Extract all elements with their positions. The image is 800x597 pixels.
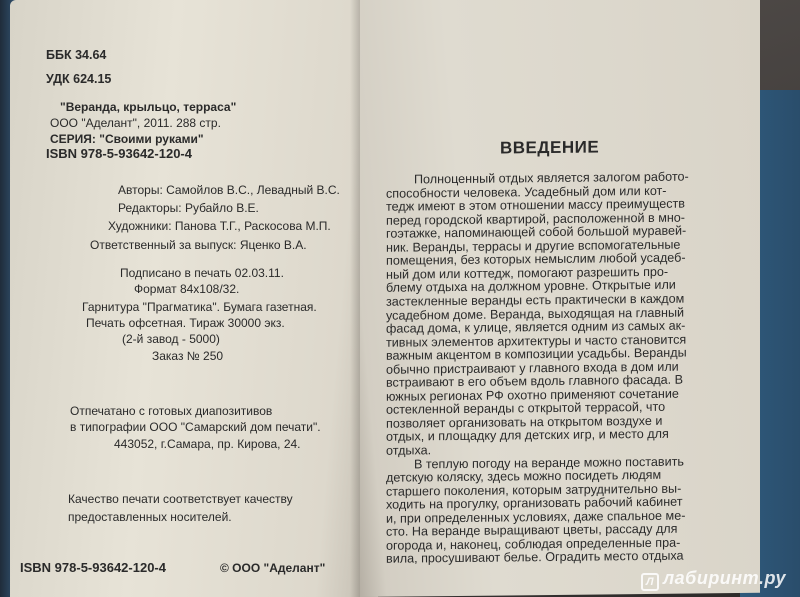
quality-note-2: предоставленных носителей. [68,510,232,524]
body-line: тедж имеют в этом отношении массу преимуществ [386,196,685,214]
credit-responsible: Ответственный за выпуск: Яценко В.А. [90,238,307,252]
right-page [360,0,760,597]
body-line: отдых, и площадку для детских игр, и место для [386,427,669,445]
body-line: застекленные веранды есть практически в каждом [386,291,685,309]
intro-body-text [386,169,741,573]
body-line: тивных элементов архитектуры и часто становится [386,332,687,350]
print-run: Печать офсетная. Тираж 30000 экз. [86,316,285,330]
print-order: Заказ № 250 [152,349,224,363]
book-icon: Л [641,573,659,591]
credit-authors: Авторы: Самойлов В.С., Левадный В.С. [118,183,340,197]
body-line: отдыха. [386,443,432,458]
print-typeface: Гарнитура "Прагматика". Бумага газетная. [82,300,317,314]
bbk-code: ББК 34.64 [46,48,107,62]
isbn-top: ISBN 978-5-93642-120-4 [46,146,192,161]
printer-line-1: Отпечатано с готовых диапозитивов [70,404,273,418]
watermark [641,568,786,591]
body-line: способности человека. Усадебный дом или кот- [386,183,667,201]
book-title: "Веранда, крыльцо, терраса" [60,100,237,114]
body-line: остекленной веранды с открытой террасой, что [386,400,666,418]
copyright-line: © ООО "Аделант" [220,561,326,575]
publisher-line: ООО "Аделант", 2011. 288 стр. [50,116,221,130]
body-line: старшего поколения, которым затруднительно вы- [386,481,682,499]
body-line: и, при определенных условиях, даже спальное ме- [386,508,686,526]
print-signed: Подписано в печать 02.03.11. [120,266,284,280]
body-line: ходить на прогулку, организовать рабочий кабинет [386,494,683,512]
left-page [10,0,378,597]
udk-code: УДК 624.15 [46,72,112,86]
body-line: усадебном доме. Веранда, выходящая на главный [386,305,685,323]
body-line: Полноценный отдых является залогом работо- [414,169,689,187]
print-factory: (2-й завод - 5000) [122,332,220,346]
body-line: огорода и, наконец, соблюдая определенные пра- [386,535,681,553]
printer-line-3: 443052, г.Самара, пр. Кирова, 24. [114,437,301,451]
credit-editors: Редакторы: Рубайло В.Е. [118,201,259,215]
body-line: В теплую погоду на веранде можно поставить [414,454,684,471]
body-line: ник. Веранды, террасы и другие вспомогательные [386,237,681,255]
body-line: фасад дома, к улице, является одним из самых ак- [386,318,686,336]
credit-artists: Художники: Панова Т.Г., Раскосова М.П. [108,219,331,233]
body-line: сто. На веранде выращивают цветы, рассаду для [386,521,678,540]
watermark-text: лабиринт.ру [662,568,786,588]
body-line: важным акцентом в композиции усадьбы. Веранды [386,345,687,363]
body-line: встраивают в его объем вдоль главного фасада. В [386,372,684,390]
body-line: вила, просушивают белье. Оградить место отдыха [386,549,684,567]
body-line: гоэтажке, напоминающей собой большой муравей- [386,223,687,241]
body-line: детскую коляску, здесь можно посидеть людям [386,467,662,485]
body-line: позволяет организовать на открытом воздухе и [386,413,663,431]
print-format: Формат 84x108/32. [134,282,240,296]
quality-note-1: Качество печати соответствует качеству [68,492,293,506]
chapter-heading: ВВЕДЕНИЕ [500,137,600,158]
body-line: блему отдыха на должном уровне. Открытые или [386,278,676,296]
body-line: помещения, без которых немыслим любой усадеб- [386,250,686,269]
isbn-bottom: ISBN 978-5-93642-120-4 [20,560,166,575]
body-line: перед городской квартирой, расположенной в мно- [386,210,686,228]
body-line: обычно пристраивают у главного входа в дом или [386,359,679,377]
body-line: ный дом или коттедж, помогают разрешить про- [386,264,669,282]
series-line: СЕРИЯ: "Своими руками" [50,132,204,146]
printer-line-2: в типографии ООО "Самарский дом печати". [70,420,321,434]
body-line: южных регионах РФ охотно применяют сочетание [386,386,679,404]
